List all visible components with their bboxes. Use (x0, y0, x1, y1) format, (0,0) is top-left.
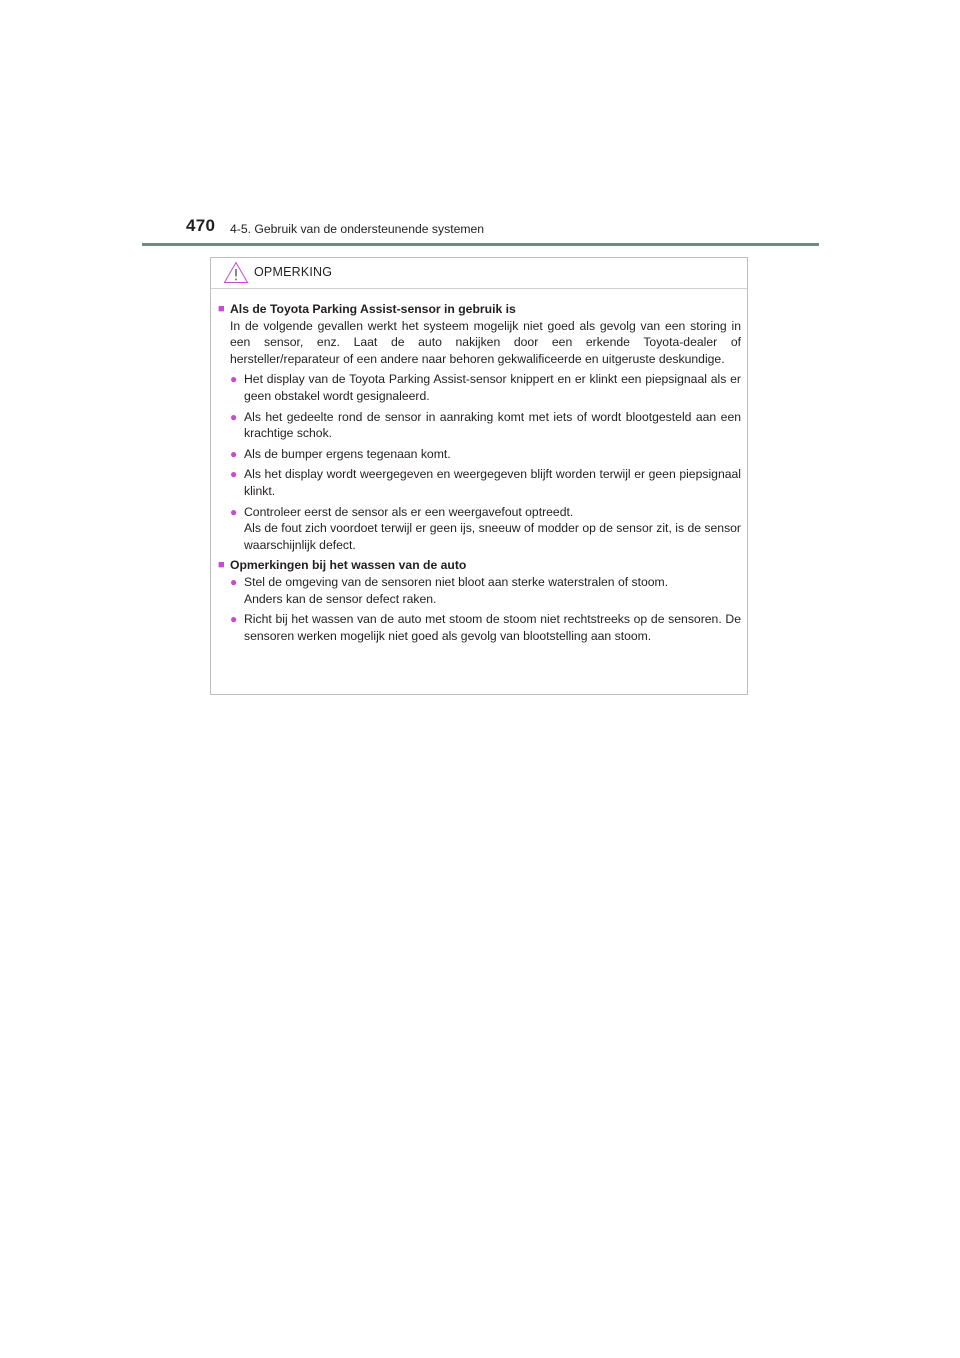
list-item (230, 371, 741, 404)
list-item-line: Anders kan de sensor defect raken. (244, 591, 437, 606)
list-item-line: Richt bij het wassen van de auto met stoom de stoom niet rechtstreeks op de sensoren. De sensoren werken mogelijk niet goed als gevolg van blootstelling aan stoom. (244, 612, 741, 643)
round-bullet-icon: ● (230, 612, 238, 627)
list-item (230, 446, 741, 463)
list-item (230, 409, 741, 442)
list-item-text (244, 371, 741, 404)
section-heading-text: Opmerkingen bij het wassen van de auto (230, 558, 467, 573)
section-heading (218, 557, 741, 574)
round-bullet-icon: ● (230, 467, 238, 482)
section-heading-text: Als de Toyota Parking Assist-sensor in gebruik is (230, 302, 516, 316)
notice-section (218, 557, 741, 644)
header-rule (142, 243, 819, 246)
square-bullet-icon: ■ (218, 559, 225, 572)
notice-section (218, 301, 741, 553)
round-bullet-icon: ● (230, 574, 238, 589)
notice-header (211, 258, 747, 289)
round-bullet-icon: ● (230, 504, 238, 519)
list-item-line: Controleer eerst de sensor als er een weergavefout optreedt. (244, 504, 574, 519)
page-number: 470 (186, 216, 216, 235)
list-item-text (244, 409, 741, 442)
notice-label: OPMERKING (254, 265, 333, 279)
list-item-line: Stel de omgeving van de sensoren niet bloot aan sterke waterstralen of stoom. (244, 574, 669, 589)
list-item-text (244, 611, 741, 644)
round-bullet-icon: ● (230, 409, 238, 424)
list-item (230, 611, 741, 644)
list-item (230, 466, 741, 499)
list-item-line: Als het display wordt weergegeven en weergegeven blijft worden terwijl er geen piepsignaal klinkt. (244, 467, 741, 498)
warning-triangle-icon (223, 261, 249, 284)
list-item (230, 504, 741, 554)
section-heading (218, 301, 741, 318)
section-intro: In de volgende gevallen werkt het systeem mogelijk niet goed als gevolg van een storing in een sensor, enz. Laat de auto nakijken door een erkende Toyota-dealer of hersteller/reparateur of een andere naar behoren gekwalificeerde en uitgeruste deskundige. (230, 318, 741, 366)
section-title: 4-5. Gebruik van de ondersteunende systemen (230, 222, 485, 236)
list-item-line: Als de fout zich voordoet terwijl er geen ijs, sneeuw of modder op de sensor zit, is de sensor waarschijnlijk defect. (244, 521, 741, 552)
list-item-text (244, 446, 741, 463)
notice-body (211, 289, 747, 644)
square-bullet-icon: ■ (218, 303, 225, 315)
round-bullet-icon: ● (230, 372, 238, 387)
list-item-text (244, 504, 741, 554)
list-item-text (244, 466, 741, 499)
notice-box (210, 257, 748, 695)
list-item-line: Het display van de Toyota Parking Assist-sensor knippert en er klinkt een piepsignaal als er geen obstakel wordt gesignaleerd. (244, 372, 741, 403)
list-item-text (244, 574, 741, 607)
list-item (230, 574, 741, 607)
list-item-line: Als het gedeelte rond de sensor in aanraking komt met iets of wordt blootgesteld aan een krachtige schok. (244, 409, 741, 441)
round-bullet-icon: ● (230, 446, 238, 461)
list-item-line: Als de bumper ergens tegenaan komt. (244, 446, 451, 461)
